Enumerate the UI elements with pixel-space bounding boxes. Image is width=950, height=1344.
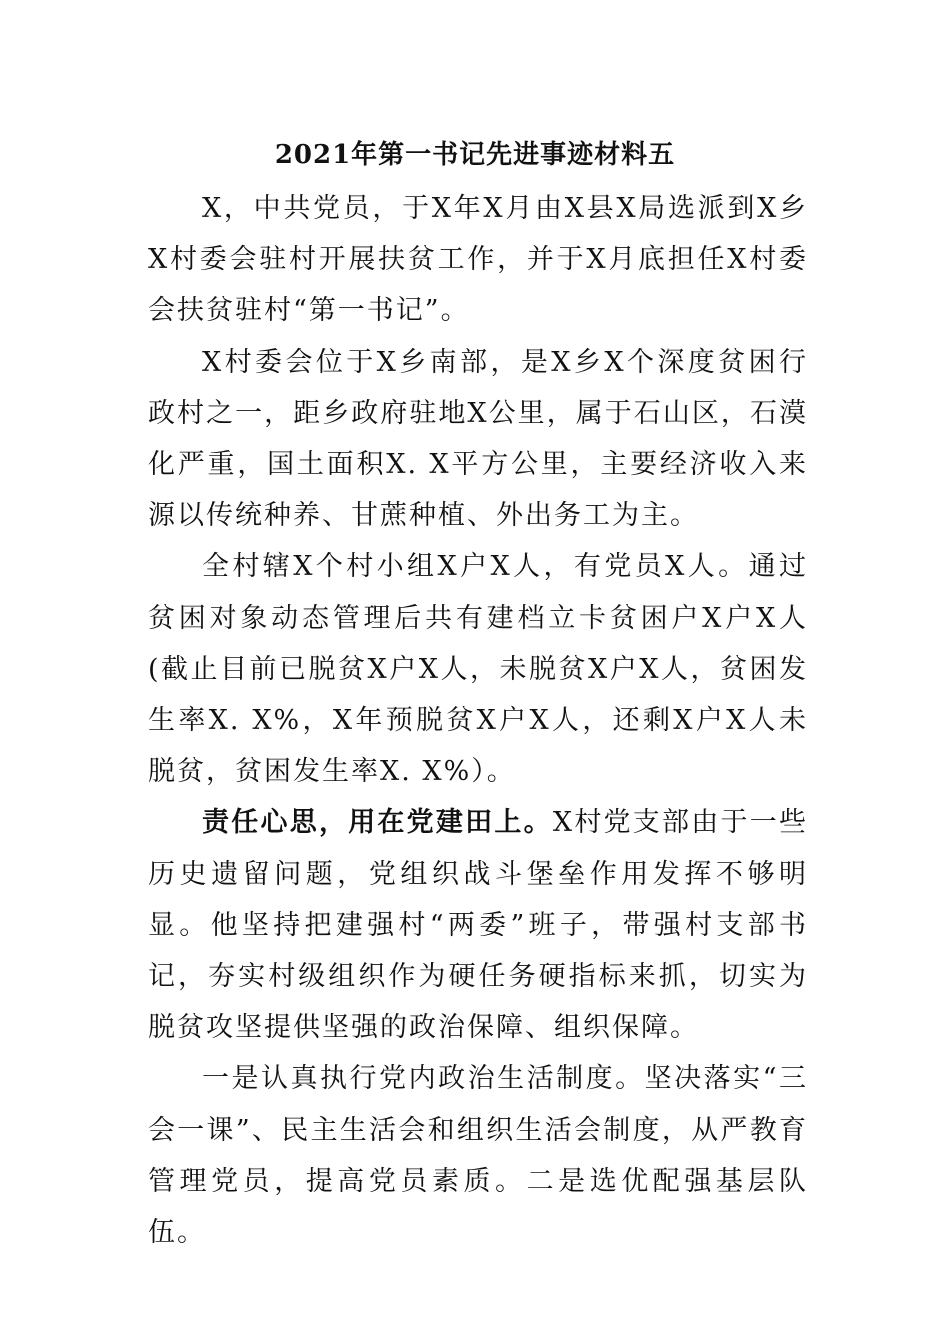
paragraph-5-text: 一是认真执行党内政治生活制度。坚决落实“三会一课”、民主生活会和组织生活会制度，从严教育管理党员，提高党员素质。二是选优配强基层队伍。 — [148, 1063, 808, 1249]
paragraph-2-text: X村委会位于X乡南部，是X乡X个深度贫困行政村之一，距乡政府驻地X公里，属于石山区，石漠化严重，国土面积X. X平方公里，主要经济收入来源以传统种养、甘蔗种植、外出务工为主。 — [148, 346, 808, 532]
paragraph-1 — [148, 183, 808, 337]
paragraph-3 — [148, 541, 808, 797]
document-body — [148, 183, 808, 1258]
paragraph-2 — [148, 337, 808, 542]
paragraph-4-lead: 责任心思，用在党建田上。 — [202, 807, 553, 839]
paragraph-1-text: X，中共党员，于X年X月由X县X局选派到X乡X村委会驻村开展扶贫工作，并于X月底担任X村委会扶贫驻村“第一书记”。 — [148, 193, 808, 327]
paragraph-4 — [148, 797, 808, 1053]
paragraph-5 — [148, 1053, 808, 1258]
paragraph-4-text: X村党支部由于一些历史遗留问题，党组织战斗堡垒作用发挥不够明显。他坚持把建强村“两委”班子，带强村支部书记，夯实村级组织作为硬任务硬指标来抓，切实为脱贫攻坚提供坚强的政治保障、组织保障。 — [148, 807, 808, 1044]
document-title: 2021年第一书记先进事迹材料五 — [274, 140, 676, 170]
paragraph-3-text: 全村辖X个村小组X户X人，有党员X人。通过贫困对象动态管理后共有建档立卡贫困户X户X人(截止目前已脱贫X户X人，未脱贫X户X人，贫困发生率X. X%，X年预脱贫X户X人，还剩X户X人未脱贫，贫困发生率X. X%）。 — [148, 551, 808, 788]
